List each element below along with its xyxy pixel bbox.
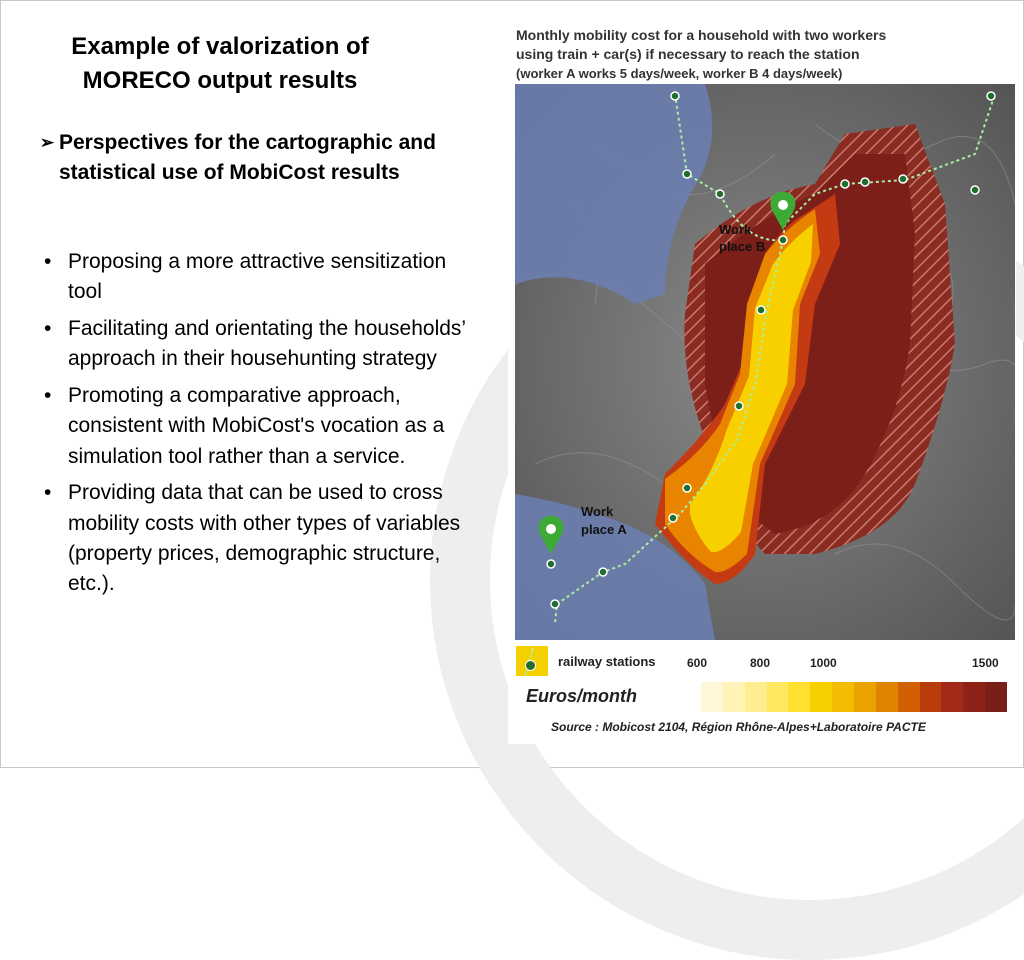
color-scale-cell: [810, 682, 832, 712]
color-scale-cell: [767, 682, 789, 712]
bullet-item: [44, 314, 484, 375]
slide-subtitle-text: Perspectives for the cartographic and statistical use of MobiCost results: [59, 131, 436, 185]
scale-tick-label: 800: [750, 656, 771, 670]
railway-station-marker: [841, 180, 849, 188]
color-scale-cell: [898, 682, 920, 712]
scale-tick-label: 1000: [810, 656, 837, 670]
railway-station-marker: [551, 600, 559, 608]
scale-tick-label: 1500: [972, 656, 999, 670]
cost-map-graphic: [515, 84, 1015, 640]
railway-station-marker: [861, 178, 869, 186]
railway-station-marker: [683, 484, 691, 492]
bullet-dot-icon: •: [44, 316, 52, 340]
color-scale-cell: [920, 682, 942, 712]
map-source: Source : Mobicost 2104, Région Rhône-Alpes+Laboratoire PACTE: [551, 720, 926, 734]
bullet-text: Providing data that can be used to cross mobility costs with other types of variables (property prices, demographic structure, etc.).: [68, 481, 461, 596]
workplace-b-label: Work: [719, 222, 752, 237]
bullet-text: Facilitating and orientating the households’ approach in their househunting strategy: [68, 316, 466, 371]
map-title-subline: (worker A works 5 days/week, worker B 4 days/week): [516, 66, 843, 81]
railway-station-marker: [599, 568, 607, 576]
railway-station-marker: [971, 186, 979, 194]
railway-station-marker: [547, 560, 555, 568]
color-scale-cell: [723, 682, 745, 712]
map-title-line: using train + car(s) if necessary to reach the station: [516, 46, 860, 62]
slide-subtitle: [40, 128, 480, 189]
color-scale-cell: [963, 682, 985, 712]
railway-station-marker: [779, 236, 787, 244]
arrow-bullet-icon: ➢: [40, 133, 55, 152]
bullet-list: [44, 247, 484, 606]
color-scale-cell: [832, 682, 854, 712]
color-scale-cell: [876, 682, 898, 712]
railway-station-marker: [757, 306, 765, 314]
railway-station-marker: [683, 170, 691, 178]
railway-station-marker: [899, 175, 907, 183]
railway-station-marker: [987, 92, 995, 100]
map-title-line: Monthly mobility cost for a household with two workers: [516, 27, 887, 43]
workplace-b-label: place B: [719, 239, 766, 254]
scale-tick-label: 600: [687, 656, 708, 670]
bullet-text: Promoting a comparative approach, consistent with MobiCost's vocation as a simulation tool rather than a service.: [68, 383, 445, 468]
color-scale-cell: [854, 682, 876, 712]
workplace-a-label: place A: [581, 522, 627, 537]
railway-station-legend-icon: [516, 646, 548, 676]
slide-title: Example of valorization of MORECO output results: [71, 33, 369, 94]
railway-station-marker: [735, 402, 743, 410]
railway-station-marker: [669, 514, 677, 522]
railway-station-marker: [671, 92, 679, 100]
color-scale-cell: [941, 682, 963, 712]
color-scale-cell: [701, 682, 723, 712]
bullet-text: Proposing a more attractive sensitization tool: [68, 250, 447, 304]
railway-station-marker: [716, 190, 724, 198]
cost-map: [515, 84, 1015, 640]
workplace-a-label: Work: [581, 504, 614, 519]
bullet-dot-icon: •: [44, 250, 52, 273]
bullet-item: [44, 381, 484, 472]
map-title: [516, 26, 1016, 83]
station-legend-marker: [525, 660, 536, 671]
bullet-item: [44, 247, 484, 308]
legend-stations-label: railway stations: [558, 653, 656, 669]
bullet-dot-icon: •: [44, 383, 52, 407]
cost-color-scale: [701, 682, 1007, 712]
map-figure: [508, 18, 1016, 744]
bullet-item: [44, 478, 484, 600]
color-scale-cell: [788, 682, 810, 712]
bullet-dot-icon: •: [44, 481, 52, 505]
color-scale-cell: [745, 682, 767, 712]
scale-unit-label: Euros/month: [526, 686, 637, 706]
color-scale-cell: [985, 682, 1007, 712]
legend-railway-stations: [516, 644, 676, 678]
